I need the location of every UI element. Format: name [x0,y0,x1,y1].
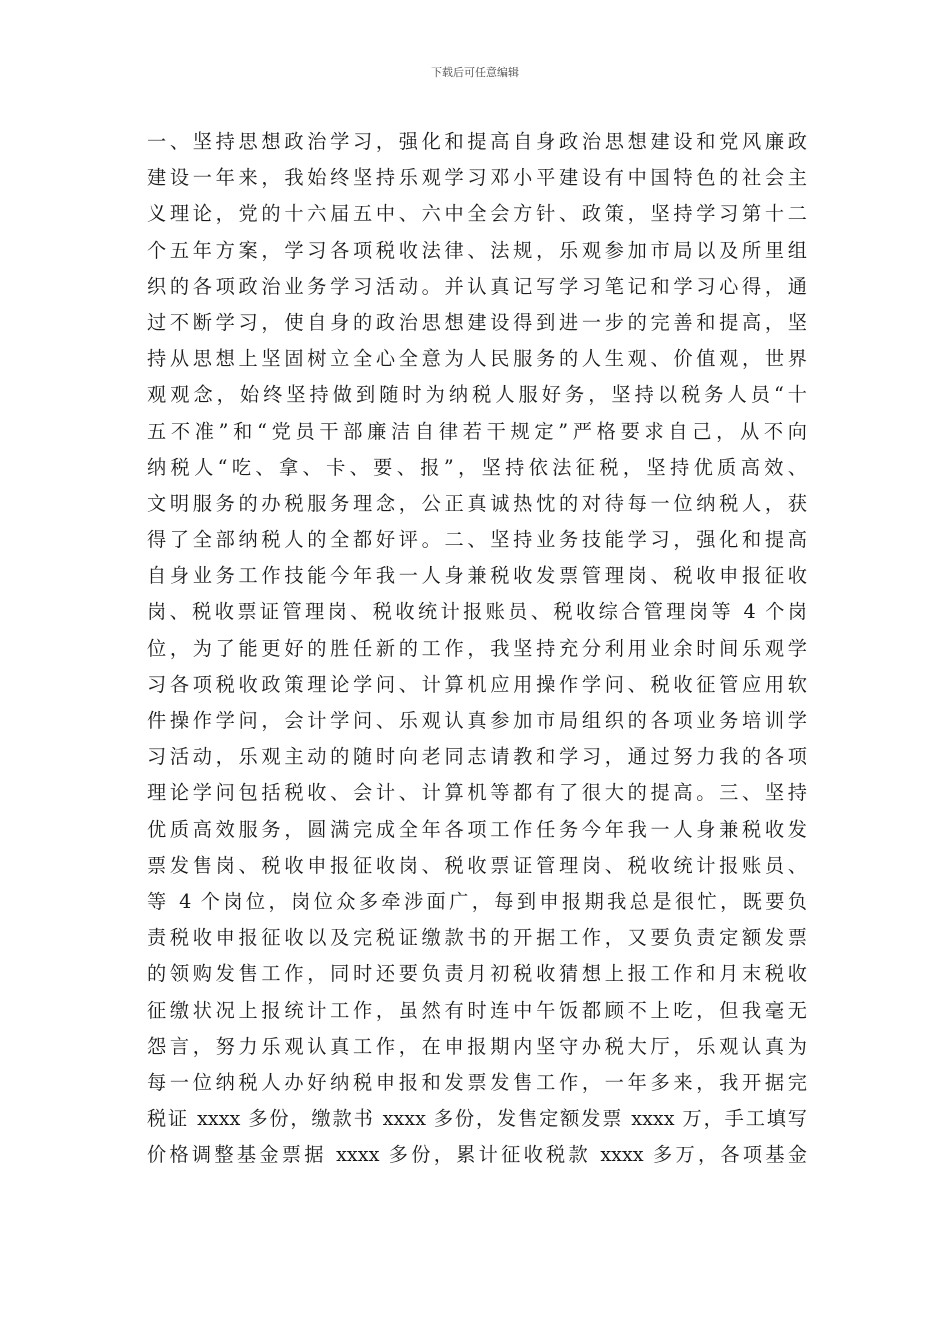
text-line: 税证 xxxx 多份，缴款书 xxxx 多份，发售定额发票 xxxx 万，手工填写 [147,1107,807,1131]
text-line: 持从思想上坚固树立全心全意为人民服务的人生观、价值观，世界 [147,347,807,371]
text-line: 件操作学问，会计学问、乐观认真参加市局组织的各项业务培训学 [147,709,807,732]
text-line: 建设一年来，我始终坚持乐观学习邓小平建设有中国特色的社会主 [147,166,807,190]
text-line: 自身业务工作技能今年我一人身兼税收发票管理岗、税收申报征收 [147,564,807,588]
text-line: 怨言，努力乐观认真工作，在申报期内坚守办税大厅，乐观认真为 [147,1034,807,1058]
text-line: 纳税人“吃、拿、卡、要、报”，坚持依法征税，坚持优质高效、 [147,455,807,479]
text-line: 位，为了能更好的胜任新的工作，我坚持充分利用业余时间乐观学 [147,636,807,660]
body-text [147,124,807,1173]
text-line: 得了全部纳税人的全都好评。二、坚持业务技能学习，强化和提高 [147,528,807,552]
text-line: 理论学问包括税收、会计、计算机等都有了很大的提高。三、坚持 [147,781,807,805]
text-line: 价格调整基金票据 xxxx 多份，累计征收税款 xxxx 多万，各项基金 [147,1143,807,1167]
text-line: 岗、税收票证管理岗、税收统计报账员、税收综合管理岗等 4 个岗 [147,600,807,624]
text-line: 习活动，乐观主动的随时向老同志请教和学习，通过努力我的各项 [147,745,807,769]
text-line: 的领购发售工作，同时还要负责月初税收猜想上报工作和月末税收 [147,962,807,986]
page-header: 下载后可任意编辑 [431,66,519,79]
text-line: 每一位纳税人办好纳税申报和发票发售工作，一年多来，我开据完 [147,1070,807,1094]
text-line: 优质高效服务，圆满完成全年各项工作任务今年我一人身兼税收发 [147,817,807,841]
text-line: 观观念，始终坚持做到随时为纳税人服好务，坚持以税务人员“十 [147,383,807,407]
text-line: 票发售岗、税收申报征收岗、税收票证管理岗、税收统计报账员、 [147,853,807,877]
text-line: 文明服务的办税服务理念，公正真诚热忱的对待每一位纳税人，获 [147,491,807,515]
text-line: 责税收申报征收以及完税证缴款书的开据工作，又要负责定额发票 [147,926,807,950]
text-line: 五不准”和“党员干部廉洁自律若干规定”严格要求自己，从不向 [147,419,807,443]
text-line: 义理论，党的十六届五中、六中全会方针、政策，坚持学习第十二 [147,202,807,226]
text-line: 征缴状况上报统计工作，虽然有时连中午饭都顾不上吃，但我毫无 [147,998,807,1022]
text-line: 等 4 个岗位，岗位众多牵涉面广，每到申报期我总是很忙，既要负 [147,889,807,913]
text-line: 一、坚持思想政治学习，强化和提高自身政治思想建设和党风廉政 [147,130,807,153]
text-line: 个五年方案，学习各项税收法律、法规，乐观参加市局以及所里组 [147,238,807,262]
text-line: 习各项税收政策理论学问、计算机应用操作学问、税收征管应用软 [147,672,807,696]
text-line: 过不断学习，使自身的政治思想建设得到进一步的完善和提高，坚 [147,310,807,334]
text-line: 织的各项政治业务学习活动。并认真记写学习笔记和学习心得，通 [147,274,807,298]
